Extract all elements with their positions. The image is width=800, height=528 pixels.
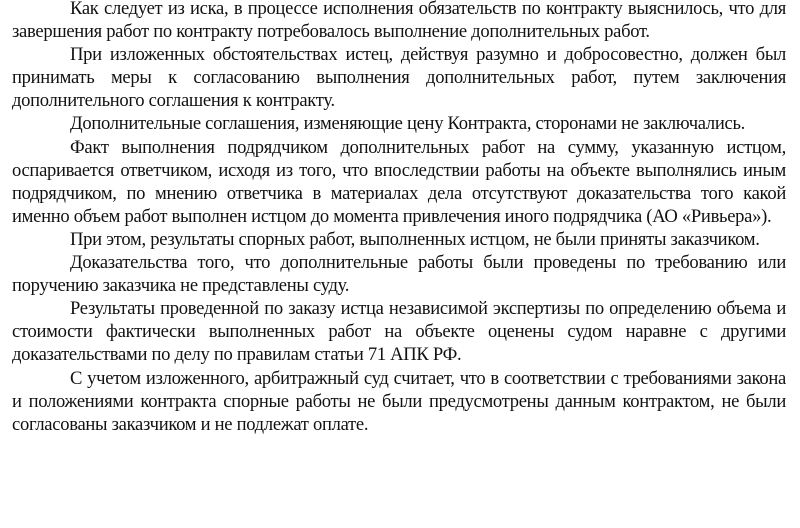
paragraph-3: Дополнительные соглашения, изменяющие цену Контракта, сторонами не заключались.	[70, 113, 745, 135]
paragraph-2: При изложенных обстоятельствах истец, действуя разумно и добросовестно, должен был принимать меры к согласованию выполнения дополнительных работ, путем заключения дополнительного соглашения к контракту.	[12, 44, 786, 112]
paragraph-4: Факт выполнения подрядчиком дополнительных работ на сумму, указанную истцом, оспаривается ответчиком, исходя из того, что впоследствии работы на объекте выполнялись иным подрядчиком, по мнению ответчика в материалах дела отсутствуют доказательства того какой именно объем работ выполнен истцом до момента привлечения иного подрядчика (АО «Ривьера»).	[12, 136, 786, 227]
paragraph-6: Доказательства того, что дополнительные работы были проведены по требованию или поручению заказчика не представлены суду.	[12, 252, 786, 297]
paragraph-7: Результаты проведенной по заказу истца независимой экспертизы по определению объема и стоимости фактически выполненных работ на объекте оценены судом наравне с другими доказательствами по делу по правилам статьи 71 АПК РФ.	[12, 298, 786, 366]
paragraph-1: Как следует из иска, в процессе исполнения обязательств по контракту выяснилось, что для завершения работ по контракту потребовалось выполнение дополнительных работ.	[12, 0, 786, 43]
paragraph-5: При этом, результаты спорных работ, выполненных истцом, не были приняты заказчиком.	[70, 228, 760, 250]
paragraph-8: С учетом изложенного, арбитражный суд считает, что в соответствии с требованиями закона и положениями контракта спорные работы не были предусмотрены данным контрактом, не были согласованы заказчиком и не подлежат оплате.	[12, 367, 786, 435]
